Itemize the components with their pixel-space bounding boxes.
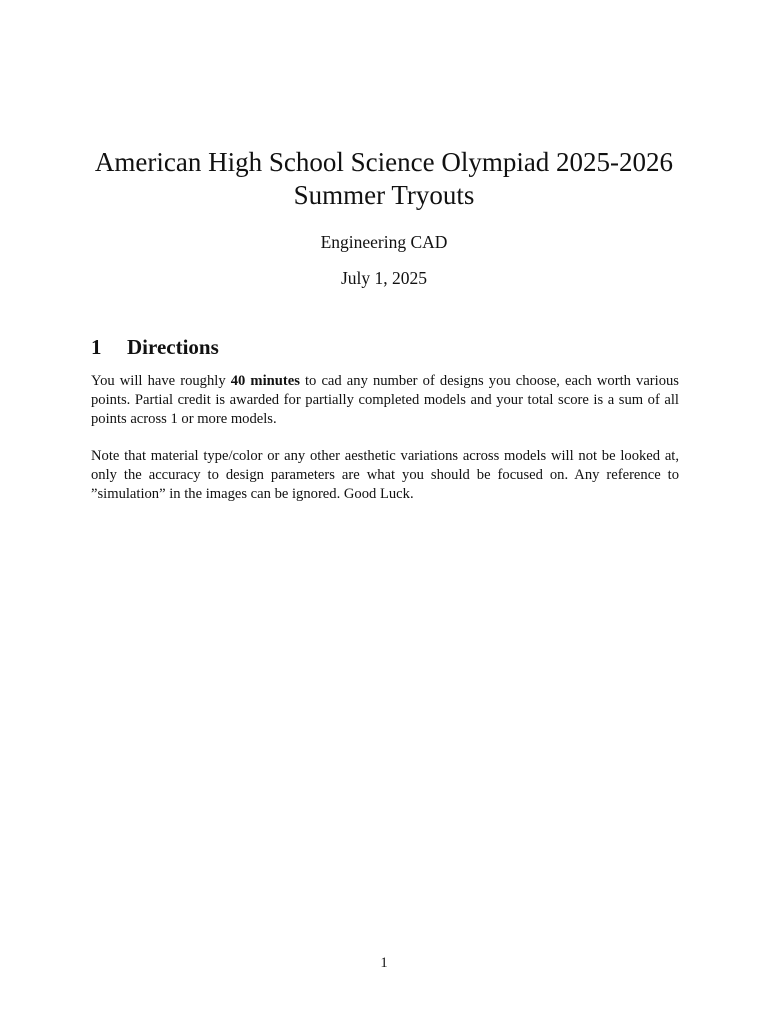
section-directions [91,333,681,361]
section-heading [91,333,681,361]
document-author: Engineering CAD [320,232,448,252]
section-number: 1 [91,335,102,359]
page-number: 1 [380,955,388,971]
section-title: Directions [127,335,219,359]
paragraph1-text-before: You will have roughly [91,373,231,389]
document-date: July 1, 2025 [340,268,428,288]
paragraph1-bold-duration: 40 minutes [230,373,300,389]
paragraph1-text-after: to cad any number of designs you choose, each worth various points. Partial credit is awarded for partially completed models and your total score is a sum of all points across 1 or more models. [91,373,679,427]
document-title [0,146,768,212]
paragraph-time-limit [91,372,679,429]
title-line-2: Summer Tryouts [293,180,475,210]
paragraph-grading-note: Note that material type/color or any other aesthetic variations across models will not be looked at, only the accuracy to design parameters are what you should be focused on. Any reference to ”simulation” in the images can be ignored. Good Luck. [91,448,679,502]
title-line-1: American High School Science Olympiad 2025-2026 [94,147,674,177]
